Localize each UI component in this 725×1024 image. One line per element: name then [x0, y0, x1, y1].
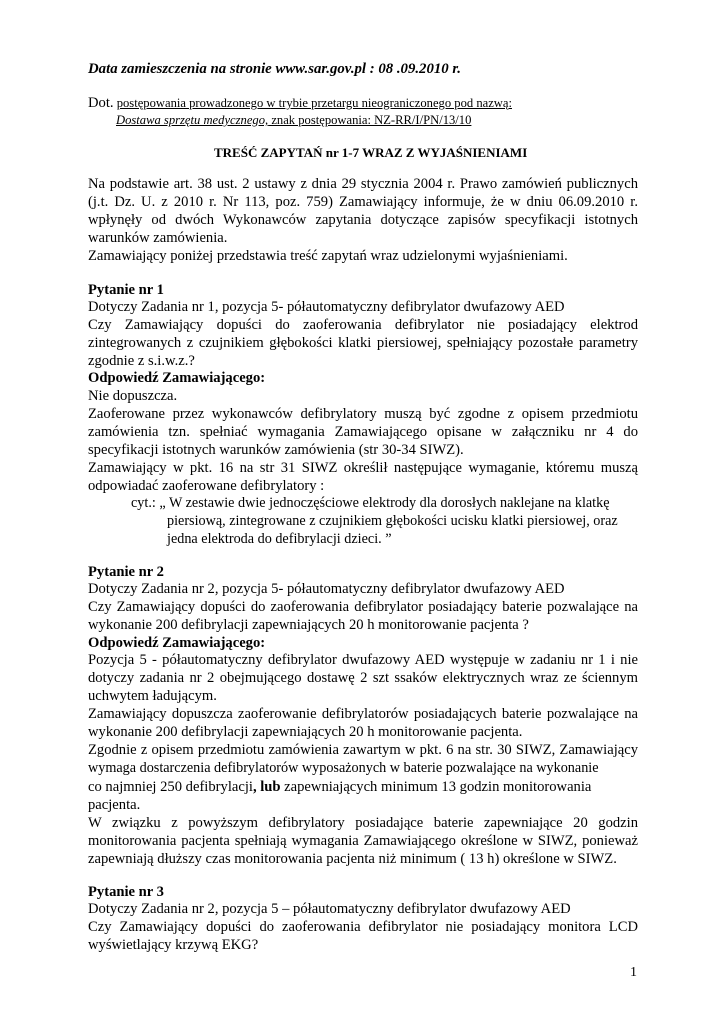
question-2-line: Dotyczy Zadania nr 2, pozycja 5- półautomatyczny defibrylator dwufazowy AED [88, 581, 565, 597]
answer-2-fragment: zapewniających minimum 13 godzin monitorowania [280, 779, 592, 795]
quote-line: piersiową, zintegrowane z czujnikiem głębokości ucisku klatki piersiowej, oraz [167, 513, 618, 529]
answer-2-line: uchwytem ładującym. [88, 688, 217, 704]
question-1-line: Czy Zamawiający dopuści do zaoferowania defibrylator nie posiadający elektrod [88, 317, 638, 333]
answer-2-line: wymaga dostarczenia defibrylatorów wyposażonych w baterie pozwalające na wykonanie [88, 760, 599, 776]
question-1-heading: Pytanie nr 1 [88, 282, 164, 298]
intro-line: (j.t. Dz. U. z 2010 r. Nr 113, poz. 759) Zamawiający informuje, że w dniu 06.09.2010 r. [88, 194, 638, 210]
answer-2-line: wykonanie 200 defibrylacji zapewniających 20 h monitorowanie pacjenta. [88, 724, 523, 740]
question-3-heading: Pytanie nr 3 [88, 884, 164, 900]
question-2-heading: Pytanie nr 2 [88, 564, 164, 580]
question-3-line: Dotyczy Zadania nr 2, pozycja 5 – półautomatyczny defibrylator dwufazowy AED [88, 901, 571, 917]
answer-2-line: zapewniają dłuższy czas monitorowania pacjenta niż minimum ( 13 h) określone w SIWZ. [88, 851, 617, 867]
question-2-line: Czy Zamawiający dopuści do zaoferowania defibrylator posiadający baterie pozwalające na [88, 599, 638, 615]
question-3-line: Czy Zamawiający dopuści do zaoferowania defibrylator nie posiadający monitora LCD [88, 919, 638, 935]
dot-line-2 [116, 111, 471, 129]
answer-2-line: W związku z powyższym defibrylatory posiadające baterie zapewniające 20 godzin [88, 815, 638, 831]
intro-line: wpłynęły od dwóch Wykonawców zapytania dotyczące zapisów specyfikacji istotnych [88, 212, 638, 228]
dot-subject: postępowania prowadzonego w trybie przetargu nieograniczonego pod nazwą: [116, 96, 512, 110]
answer-2-heading: Odpowiedź Zamawiającego: [88, 635, 266, 651]
document-title: TREŚĆ ZAPYTAŃ nr 1-7 WRAZ Z WYJAŚNIENIAMI [214, 145, 528, 160]
answer-2-line: monitorowania pacjenta spełniają wymagania Zamawiającego określone w SIWZ, ponieważ [88, 833, 638, 849]
answer-1-line: Nie dopuszcza. [88, 388, 178, 404]
question-1-line: zintegrowanych z czujnikiem głębokości klatki piersiowej, spełniający pozostałe parametry [88, 335, 638, 351]
procurement-ref: znak postępowania: NZ-RR/I/PN/13/10 [268, 113, 472, 127]
quote-line: cyt.: „ W zestawie dwie jednoczęściowe elektrody dla dorosłych naklejane na klatkę [131, 495, 610, 511]
answer-1-line: odpowiadać zaoferowane defibrylatory : [88, 478, 325, 494]
quote-line: jedna elektroda do defibrylacji dzieci. ” [167, 531, 392, 547]
answer-2-line: Zamawiający dopuszcza zaoferowanie defibrylatorów posiadających baterie pozwalające na [88, 706, 638, 722]
answer-2-line: pacjenta. [88, 797, 141, 813]
question-3-line: wyświetlający krzywą EKG? [88, 937, 259, 953]
answer-2-fragment: co najmniej 250 defibrylacji [88, 779, 253, 795]
answer-1-line: specyfikacji istotnych warunków zamówienia (str 30-34 SIWZ). [88, 442, 464, 458]
answer-2-line-mixed [88, 778, 591, 796]
answer-1-line: Zamawiający w pkt. 16 na str 31 SIWZ określił następujące wymaganie, któremu muszą [88, 460, 638, 476]
publication-date: Data zamieszczenia na stronie www.sar.gov.pl : 08 .09.2010 r. [88, 61, 461, 77]
intro-line: warunków zamówienia. [88, 230, 228, 246]
answer-1-heading: Odpowiedź Zamawiającego: [88, 370, 266, 386]
question-1-line: Dotyczy Zadania nr 1, pozycja 5- półautomatyczny defibrylator dwufazowy AED [88, 299, 565, 315]
intro-line: Zamawiający poniżej przedstawia treść zapytań wraz udzielonymi wyjaśnieniami. [88, 248, 568, 264]
page-number: 1 [630, 965, 637, 980]
answer-2-line: Pozycja 5 - półautomatyczny defibrylator dwufazowy AED występuje w zadaniu nr 1 i nie [88, 652, 638, 668]
answer-2-line: dotyczy zadania nr 2 obejmującego dostawę 2 szt ssaków elektrycznych wraz ze ściennym [88, 670, 638, 686]
answer-2-bold-fragment: , lub [252, 779, 281, 795]
answer-1-line: Zaoferowane przez wykonawców defibrylatory muszą być zgodne z opisem przedmiotu [88, 406, 638, 422]
answer-2-line: Zgodnie z opisem przedmiotu zamówienia zawartym w pkt. 6 na str. 30 SIWZ, Zamawiający [88, 742, 638, 758]
question-1-line: zgodnie z s.i.w.z.? [88, 353, 195, 369]
dot-line-1 [88, 94, 512, 112]
question-2-line: wykonanie 200 defibrylacji zapewniających 20 h monitorowanie pacjenta ? [88, 617, 529, 633]
answer-1-line: zamówienia tzn. spełniać wymagania Zamawiającego opisane w załączniku nr 4 do [88, 424, 638, 440]
dot-prefix: Dot. [88, 95, 114, 111]
procurement-name: Dostawa sprzętu medycznego, [116, 113, 269, 127]
intro-line: Na podstawie art. 38 ust. 2 ustawy z dnia 29 stycznia 2004 r. Prawo zamówień publicznych [88, 176, 638, 192]
